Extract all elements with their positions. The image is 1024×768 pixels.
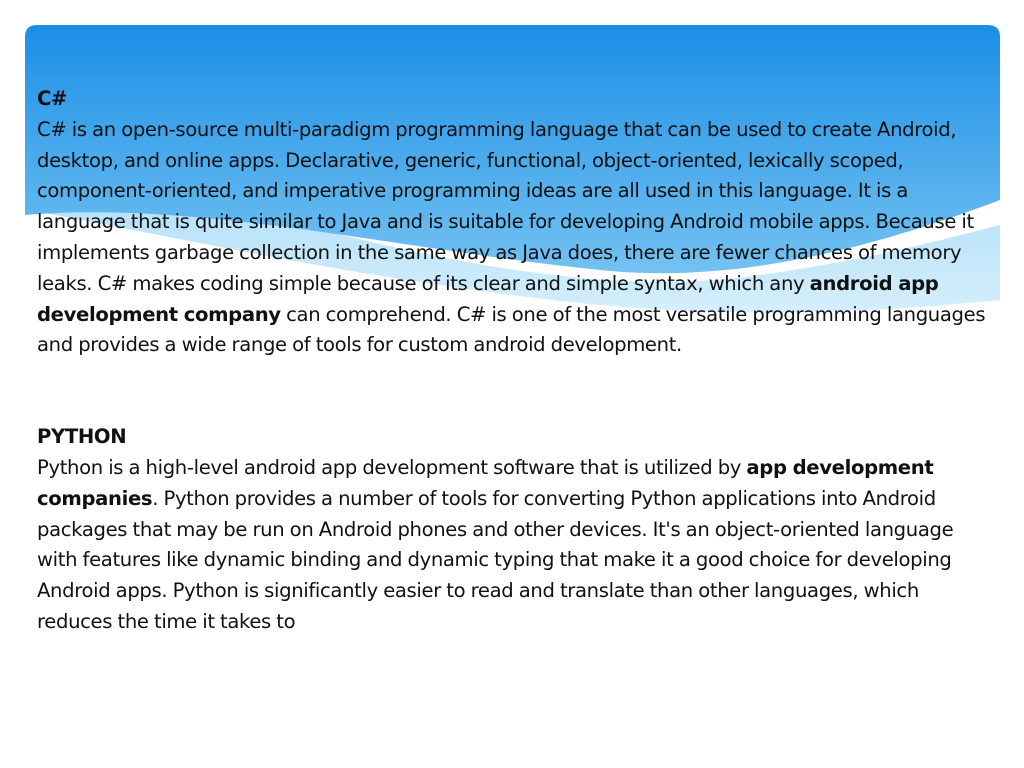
body-text-part: can comprehend. C# is one of the most versatile programming languages and provides a wide range of tools for custom android development.	[37, 302, 986, 357]
section-heading: C#	[37, 87, 68, 110]
bold-keyword: app development companies	[37, 455, 934, 510]
section-body	[37, 453, 997, 638]
section-body	[37, 115, 997, 361]
slide-content	[37, 84, 997, 638]
bold-keyword: android app development company	[37, 271, 939, 326]
body-text-part: C# is an open-source multi-paradigm programming language that can be used to create Android, desktop, and online apps. Declarative, generic, functional, object-oriented, lexically scoped, component-oriented, and imperative programming ideas are all used in this language. It is a language that is quite similar to Java and is suitable for developing Android mobile apps. Because it implements garbage collection in the same way as Java does, there are fewer chances of memory leaks. C# makes coding simple because of its clear and simple syntax, which any	[37, 117, 974, 295]
section-heading: PYTHON	[37, 425, 127, 449]
body-text-part: . Python provides a number of tools for converting Python applications into Android packages that may be run on Android phones and other devices. It's an object-oriented language with features like dynamic binding and dynamic typing that make it a good choice for developing Android apps. Python is significantly easier to read and translate than other languages, which reduces the time it takes to	[37, 486, 954, 633]
body-text-part: Python is a high-level android app development software that is utilized by	[37, 455, 747, 479]
section-csharp	[37, 84, 997, 361]
section-python	[37, 422, 997, 638]
